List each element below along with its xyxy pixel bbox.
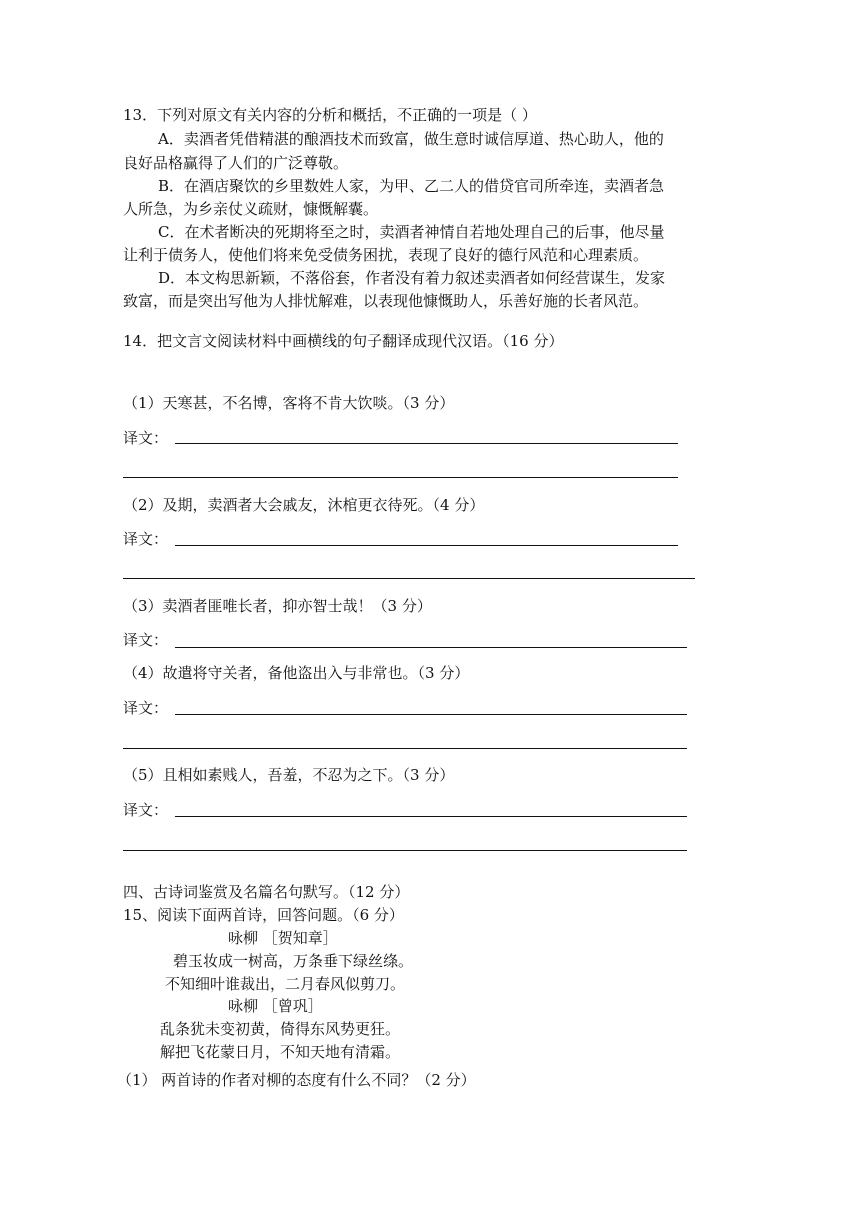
poem-2-title: 咏柳 ［曾巩］ bbox=[228, 997, 323, 1015]
translation-label: 译文： bbox=[123, 699, 169, 717]
translation-label: 译文： bbox=[123, 631, 169, 649]
poem-1-line-1: 碧玉妆成一树高，万条垂下绿丝绦。 bbox=[173, 952, 414, 970]
poem-1-title: 咏柳 ［贺知章］ bbox=[228, 929, 338, 947]
answer-line[interactable] bbox=[175, 443, 678, 444]
q13-stem: 13．下列对原文有关内容的分析和概括，不正确的一项是（ ） bbox=[123, 106, 537, 124]
poem-2-line-2: 解把飞花蒙日月，不知天地有清霜。 bbox=[160, 1043, 401, 1061]
q15-sub-1: （1） 两首诗的作者对柳的态度有什么不同？（2 分） bbox=[117, 1071, 476, 1089]
q14-stem: 14．把文言文阅读材料中画横线的句子翻译成现代汉语。（16 分） bbox=[123, 332, 564, 350]
q13-option-c-line1: C．在术者断决的死期将至之时，卖酒者神情自若地处理自己的后事，他尽量 bbox=[158, 223, 665, 241]
answer-line[interactable] bbox=[175, 647, 687, 648]
q13-option-a-line2: 良好品格赢得了人们的广泛尊敬。 bbox=[123, 154, 349, 172]
translation-label: 译文： bbox=[123, 530, 169, 548]
q15-stem: 15、阅读下面两首诗，回答问题。（6 分） bbox=[123, 906, 404, 924]
answer-line[interactable] bbox=[123, 850, 687, 851]
answer-line[interactable] bbox=[175, 714, 687, 715]
q14-sentence-1: （1）天寒甚，不名博，客将不肯大饮啖。（3 分） bbox=[123, 394, 455, 412]
q13-option-d-line1: D．本文构思新颖，不落俗套，作者没有着力叙述卖酒者如何经营谋生，发家 bbox=[158, 269, 666, 287]
poem-1-line-2: 不知细叶谁裁出，二月春风似剪刀。 bbox=[165, 975, 406, 993]
q13-option-d-line2: 致富，而是突出写他为人排忧解难，以表现他慷慨助人，乐善好施的长者风范。 bbox=[123, 292, 649, 310]
q13-option-c-line2: 让利于债务人，使他们将来免受债务困扰，表现了良好的德行风范和心理素质。 bbox=[123, 246, 649, 264]
answer-line[interactable] bbox=[123, 477, 678, 478]
q13-option-a-line1: A．卖酒者凭借精湛的酿酒技术而致富，做生意时诚信厚道、热心助人，他的 bbox=[158, 130, 664, 148]
answer-line[interactable] bbox=[123, 748, 687, 749]
translation-label: 译文： bbox=[123, 801, 169, 819]
q14-sentence-4: （4）故遣将守关者，备他盗出入与非常也。（3 分） bbox=[123, 664, 470, 682]
q13-option-b-line1: B．在酒店聚饮的乡里数姓人家，为甲、乙二人的借贷官司所牵连，卖酒者急 bbox=[158, 177, 665, 195]
answer-line[interactable] bbox=[123, 578, 695, 579]
poem-2-line-1: 乱条犹未变初黄，倚得东风势更狂。 bbox=[160, 1020, 401, 1038]
answer-line[interactable] bbox=[175, 816, 687, 817]
q14-sentence-2: （2）及期，卖酒者大会戚友，沐棺更衣待死。（4 分） bbox=[123, 496, 485, 514]
q13-option-b-line2: 人所急，为乡亲仗义疏财，慷慨解囊。 bbox=[123, 200, 379, 218]
section-4-title: 四、古诗词鉴赏及名篇名句默写。（12 分） bbox=[123, 883, 410, 901]
q14-sentence-5: （5）且相如素贱人，吾羞，不忍为之下。（3 分） bbox=[123, 766, 455, 784]
translation-label: 译文： bbox=[123, 429, 169, 447]
answer-line[interactable] bbox=[175, 545, 678, 546]
q14-sentence-3: （3）卖酒者匪唯长者，抑亦智士哉！（3 分） bbox=[123, 597, 432, 615]
